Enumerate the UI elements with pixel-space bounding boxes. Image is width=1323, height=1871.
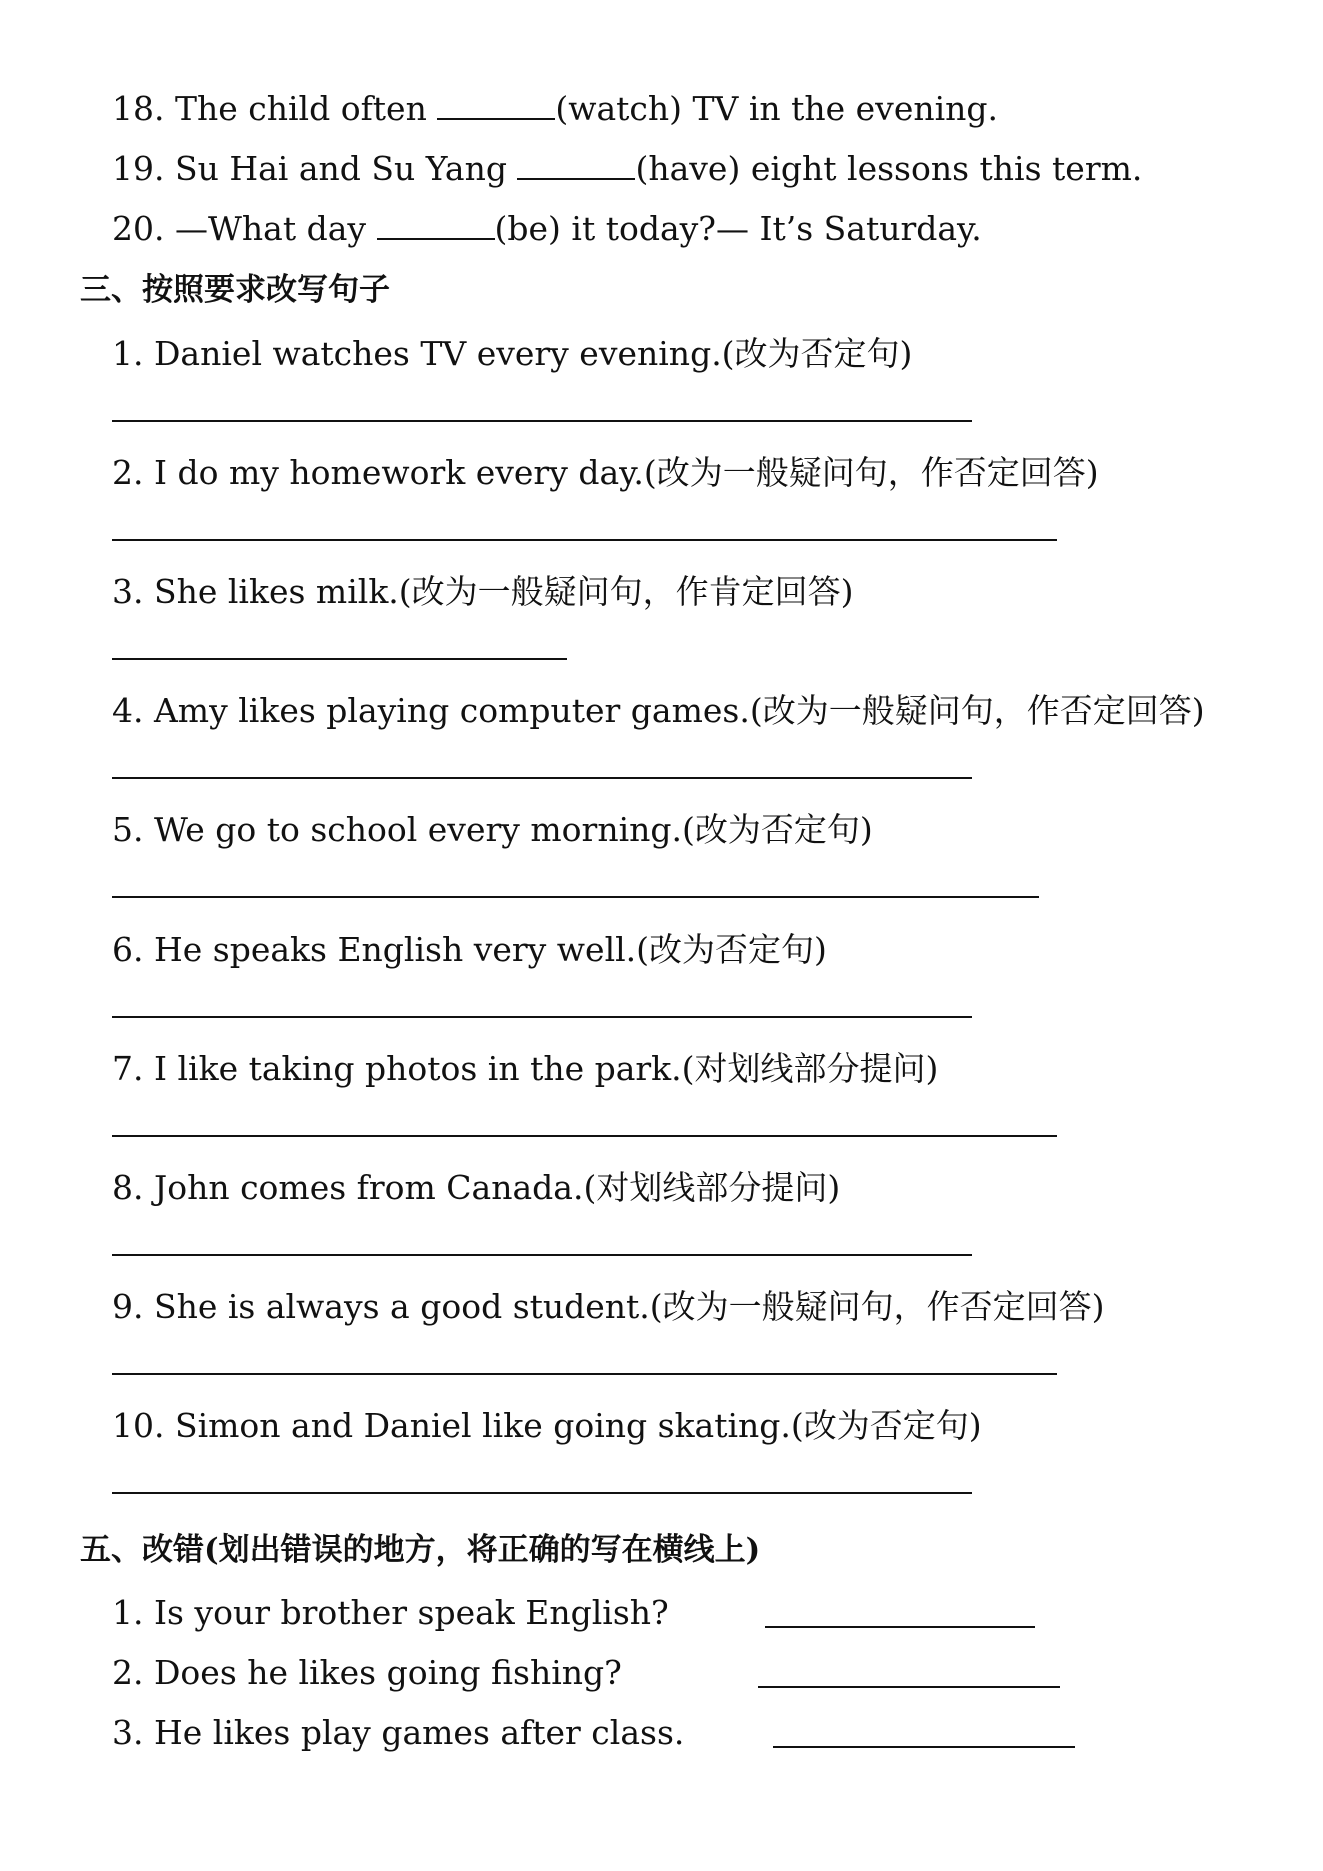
answer-line[interactable] — [112, 1135, 1057, 1137]
rewrite-item-2: 2. I do my homework every day.(改为一般疑问句，作否定回答) — [112, 453, 1099, 492]
section-3-title: 三、按照要求改写句子 — [80, 272, 390, 308]
answer-blank[interactable] — [437, 88, 555, 120]
answer-blank[interactable] — [517, 148, 635, 180]
answer-line[interactable] — [112, 777, 972, 779]
answer-line[interactable] — [112, 1373, 1057, 1375]
answer-line[interactable] — [112, 539, 1057, 541]
correction-answer-line[interactable] — [773, 1746, 1075, 1748]
correction-item-2: 2. Does he likes going fishing? — [112, 1653, 622, 1692]
correction-item-3: 3. He likes play games after class. — [112, 1713, 685, 1752]
rewrite-item-1: 1. Daniel watches TV every evening.(改为否定句) — [112, 334, 913, 373]
answer-line[interactable] — [112, 1016, 972, 1018]
answer-line[interactable] — [112, 1492, 972, 1494]
fill-in-item-20: 20. —What day (be) it today?— It’s Saturday. — [112, 209, 982, 248]
correction-answer-line[interactable] — [758, 1686, 1060, 1688]
rewrite-item-4: 4. Amy likes playing computer games.(改为一般疑问句，作否定回答) — [112, 691, 1205, 730]
section-5-title: 五、改错(划出错误的地方，将正确的写在横线上) — [80, 1532, 761, 1568]
rewrite-item-3: 3. She likes milk.(改为一般疑问句，作肯定回答) — [112, 572, 854, 611]
answer-line[interactable] — [112, 896, 1039, 898]
rewrite-item-5: 5. We go to school every morning.(改为否定句) — [112, 810, 873, 849]
answer-line[interactable] — [112, 1254, 972, 1256]
rewrite-item-6: 6. He speaks English very well.(改为否定句) — [112, 930, 827, 969]
answer-line[interactable] — [112, 420, 972, 422]
rewrite-item-9: 9. She is always a good student.(改为一般疑问句，作否定回答) — [112, 1287, 1105, 1326]
answer-line[interactable] — [112, 658, 567, 660]
fill-in-item-18: 18. The child often (watch) TV in the evening. — [112, 89, 999, 128]
fill-in-item-19: 19. Su Hai and Su Yang (have) eight lessons this term. — [112, 149, 1143, 188]
rewrite-item-7: 7. I like taking photos in the park.(对划线部分提问) — [112, 1049, 939, 1088]
rewrite-item-8: 8. John comes from Canada.(对划线部分提问) — [112, 1168, 841, 1207]
rewrite-item-10: 10. Simon and Daniel like going skating.(改为否定句) — [112, 1406, 982, 1445]
correction-item-1: 1. Is your brother speak English? — [112, 1593, 669, 1632]
correction-answer-line[interactable] — [765, 1626, 1035, 1628]
answer-blank[interactable] — [377, 208, 495, 240]
